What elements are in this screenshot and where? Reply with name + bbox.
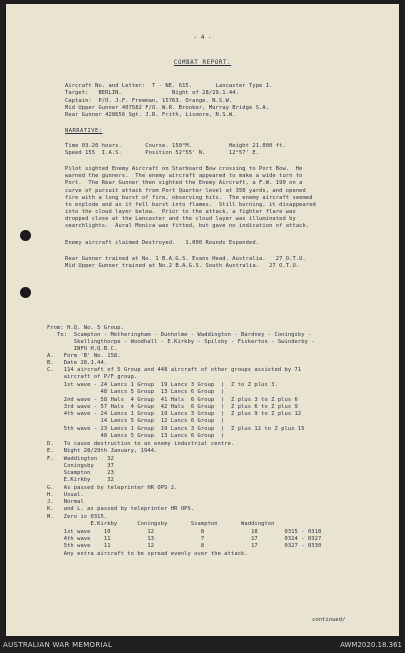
order-line: A. Form 'B' No. 158. [47,353,121,359]
document-page [6,4,399,636]
order-line: Any extra aircraft to be spread evenly over the attack. [47,551,248,557]
order-line: K. and L. as passed by teleprinter HR OPS. [47,506,195,512]
order-line: 1st wave - 24 Lancs 1 Group 19 Lancs 3 Group ) Z to Z plus 3. [47,382,278,388]
order-line: Skellingthorpe - Woodhall - E.Kirkby - Spilsby - Fiskerton - Swinderby - [47,339,315,345]
narrative-line: to explode and as it fell burst into flames. Still burning, it disappeared [65,202,316,208]
order-line: From: H.Q. No. 5 Group. [47,325,124,331]
narrative-line: Port. The Rear Gunner then sighted the Enemy Aircraft, a F.W. 190 on a [65,180,303,186]
order-line: 14 Lancs 5 Group 12 Lancs 6 Group ) [47,418,225,424]
order-line: F. Waddington 32 [47,456,114,462]
order-line: 1st wave 10 12 8 18 0315 - 0318 [47,529,322,535]
order-line: 3rd wave - 57 Hals 4 Group 42 Hals 6 Group ) Z plus 6 to Z plus 9 [47,404,298,410]
order-line: C. 114 aircraft of 5 Group and 448 aircraft of other groups assisted by 71 [47,367,302,373]
header-line: Rear Gunner 428656 Sgt. J.R. Frith, Lismore, N.S.W. [65,112,236,118]
narrative-stats-line: Time 03.20 hours. Course. 150°M. Height 21.000 ft. [65,143,286,149]
order-line: 5th wave - 23 Lancs 1 Group 19 Lancs 3 Group ) Z plus 12 to Z plus 15 [47,426,305,432]
punch-hole [20,230,31,241]
narrative-heading: NARRATIVE: [65,128,103,134]
order-line: aircraft of P/F group. [47,374,138,380]
narrative-line: curve of pursuit attack from Port Quarter level at 350 yards, and opened [65,188,306,194]
header-line: Mid Upper Gunner 407582 F/O. W.R. Brooker, Murray Bridge S.A. [65,105,270,111]
order-line: E.Kirkby Coningsby Scampton Waddington [47,521,275,527]
training-line: Rear Gunner trained at No. 1 B.A.G.S. Evans Head. Australia. 27 O.T.U. [65,256,306,262]
narrative-line: warned the gunners. The enemy aircraft appeared to make a wide turn to [65,173,303,179]
order-line: 2nd wave - 58 Hals 4 Group 41 Hals 6 Group ) Z plus 3 to Z plus 6 [47,397,298,403]
order-line: 48 Lancs 5 Group 13 Lancs 6 Group ) [47,389,225,395]
narrative-line: fire with a long burst of fire, observing hits. The enemy aircraft seemed [65,195,313,201]
narrative-stats-line: Speed 155 I.A.S. Position 52°55' N. 12°57' E. [65,150,260,156]
narrative-line: Pilot sighted Enemy Aircraft on Starboard Bow crossing to Port Bow. He [65,166,303,172]
order-line: B. Date 28.1.44. [47,360,108,366]
order-line: 48 Lancs 5 Group 13 Lancs 6 Group ) [47,433,225,439]
order-line: M. Zero is 0315. [47,514,108,520]
narrative-line: dropped close at the Lancaster and the cloud layer was illuminated by [65,216,296,222]
order-line: 5th wave 11 12 8 17 0327 - 0330 [47,543,322,549]
order-line: D. To cause destruction to an enemy industrial centre. [47,441,235,447]
header-line: Aircraft No. and Letter: T - NE. 615. Lancaster Type I. [65,83,273,89]
order-line: INFO H.Q.B.C. [47,346,118,352]
order-line: Coningsby 37 [47,463,114,469]
continued-note: continued/ [312,617,346,623]
footer-credit: AUSTRALIAN WAR MEMORIAL [3,641,113,649]
order-line: Scampton 23 [47,470,114,476]
order-line: 4th wave - 24 Lancs 1 Group 19 Lancs 3 Group ) Z plus 9 to Z plus 12 [47,411,302,417]
order-line: E. Night 28/29th January, 1944. [47,448,158,454]
order-line: 4th wave 11 13 7 17 0324 - 0327 [47,536,322,542]
order-line: J. Normal [47,499,84,505]
narrative-line: into the cloud layer below. Prior to the attack, a fighter flare was [65,209,296,215]
page-number: - 4 - [193,34,212,41]
footer-bar [0,640,405,653]
punch-hole [20,287,31,298]
header-line: Target: BERLIN. Night of 28/29.1.44. [65,90,239,96]
order-line: To: Scampton - Metheringham - Dunholme - Waddington - Bardney - Coningsby - [47,332,312,338]
report-title: COMBAT REPORT. [173,60,232,66]
order-line: H. Usual. [47,492,84,498]
training-line: Mid Upper Gunner trained at No.2 B.A.G.S. South Australia. 27 O.T.U. [65,263,300,269]
footer-reference: AWM2020.18.361 [340,641,402,649]
order-line: E.Kirkby 32 [47,477,114,483]
narrative-line: searchlights. Aural Monica was fitted, but gave no indication of attack. [65,223,310,229]
claim-line: Enemy aircraft claimed Destroyed. 1,000 Rounds Expended. [65,240,260,246]
order-line: G. As passed by teleprinter HR OPS 2. [47,485,178,491]
header-line: Captain: P/O. J.F. Freeman, 15763. Orange. N.S.W. [65,98,233,104]
